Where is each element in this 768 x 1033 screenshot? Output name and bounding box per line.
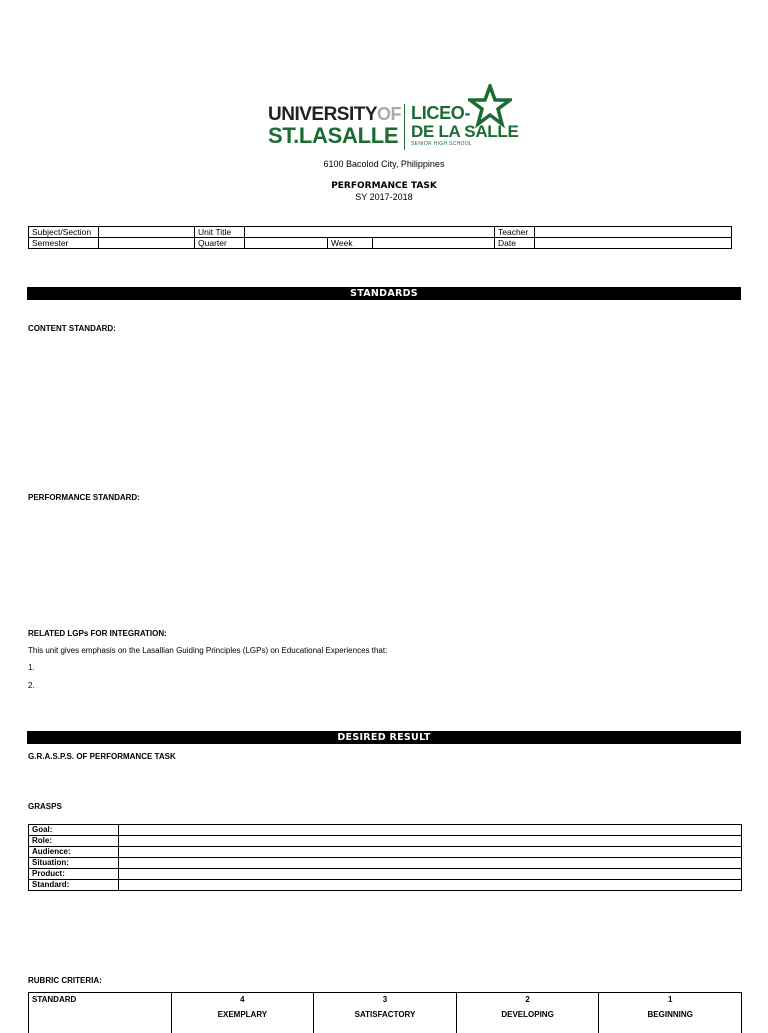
lgp-item-2: 2. [28, 681, 35, 690]
lgp-item-1: 1. [28, 663, 35, 672]
page-title: PERFORMANCE TASK [0, 181, 768, 191]
rubric-level-developing [456, 993, 599, 1033]
info-row [29, 238, 732, 249]
rubric-header-row [29, 993, 742, 1033]
product-field[interactable] [119, 869, 742, 880]
grasps-label: GRASPS [28, 802, 62, 811]
level-score: 1 [602, 995, 738, 1004]
rubric-standard-header: STANDARD [29, 993, 172, 1033]
week-label: Week [328, 238, 373, 249]
date-field[interactable] [535, 238, 732, 249]
quarter-field[interactable] [245, 238, 328, 249]
school-year: SY 2017-2018 [0, 192, 768, 202]
level-desc: SATISFACTORY [317, 1010, 453, 1019]
standard-field[interactable] [119, 880, 742, 891]
grasps-row-role [29, 836, 742, 847]
grasps-row-standard [29, 880, 742, 891]
grasps-row-audience [29, 847, 742, 858]
quarter-label: Quarter [195, 238, 245, 249]
grasps-row-product [29, 869, 742, 880]
performance-standard-label: PERFORMANCE STANDARD: [28, 493, 140, 502]
rubric-level-exemplary [171, 993, 314, 1033]
lgp-intro-text: This unit gives emphasis on the Lasallian Guiding Principles (LGPs) on Educational Experiences that: [28, 646, 387, 655]
grasps-row-goal [29, 825, 742, 836]
rubric-level-beginning [599, 993, 742, 1033]
info-row [29, 227, 732, 238]
role-label: Role: [29, 836, 119, 847]
school-address: 6100 Bacolod City, Philippines [0, 159, 768, 169]
grasps-table [28, 824, 742, 891]
level-score: 3 [317, 995, 453, 1004]
rubric-criteria-label: RUBRIC CRITERIA: [28, 976, 102, 985]
semester-field[interactable] [99, 238, 195, 249]
role-field[interactable] [119, 836, 742, 847]
logo-divider [404, 104, 405, 150]
subject-section-field[interactable] [99, 227, 195, 238]
week-field[interactable] [373, 238, 495, 249]
situation-field[interactable] [119, 858, 742, 869]
rubric-table [28, 992, 742, 1033]
goal-field[interactable] [119, 825, 742, 836]
level-score: 2 [460, 995, 596, 1004]
unit-title-label: Unit Title [195, 227, 245, 238]
level-score: 4 [175, 995, 311, 1004]
audience-field[interactable] [119, 847, 742, 858]
subject-section-label: Subject/Section [29, 227, 99, 238]
date-label: Date [495, 238, 535, 249]
rubric-level-satisfactory [314, 993, 457, 1033]
level-desc: DEVELOPING [460, 1010, 596, 1019]
content-standard-label: CONTENT STANDARD: [28, 324, 116, 333]
related-lgps-label: RELATED LGPs FOR INTEGRATION: [28, 629, 167, 638]
goal-label: Goal: [29, 825, 119, 836]
product-label: Product: [29, 869, 119, 880]
desired-result-heading: DESIRED RESULT [27, 731, 741, 744]
grasps-task-heading: G.R.A.S.P.S. OF PERFORMANCE TASK [28, 752, 176, 761]
grasps-row-situation [29, 858, 742, 869]
level-desc: EXEMPLARY [175, 1010, 311, 1019]
unit-title-field[interactable] [245, 227, 495, 238]
semester-label: Semester [29, 238, 99, 249]
usls-wordmark: UNIVERSITYOF ST.LASALLE [268, 104, 401, 147]
liceo-wordmark: LICEO- DE LA SALLE SENIOR HIGH SCHOOL [411, 104, 519, 147]
star-icon [468, 84, 512, 128]
school-logo [268, 84, 512, 150]
standards-heading: STANDARDS [27, 287, 741, 300]
info-table [28, 226, 732, 249]
situation-label: Situation: [29, 858, 119, 869]
teacher-label: Teacher [495, 227, 535, 238]
audience-label: Audience: [29, 847, 119, 858]
teacher-field[interactable] [535, 227, 732, 238]
standard-label: Standard: [29, 880, 119, 891]
level-desc: BEGINNING [602, 1010, 738, 1019]
